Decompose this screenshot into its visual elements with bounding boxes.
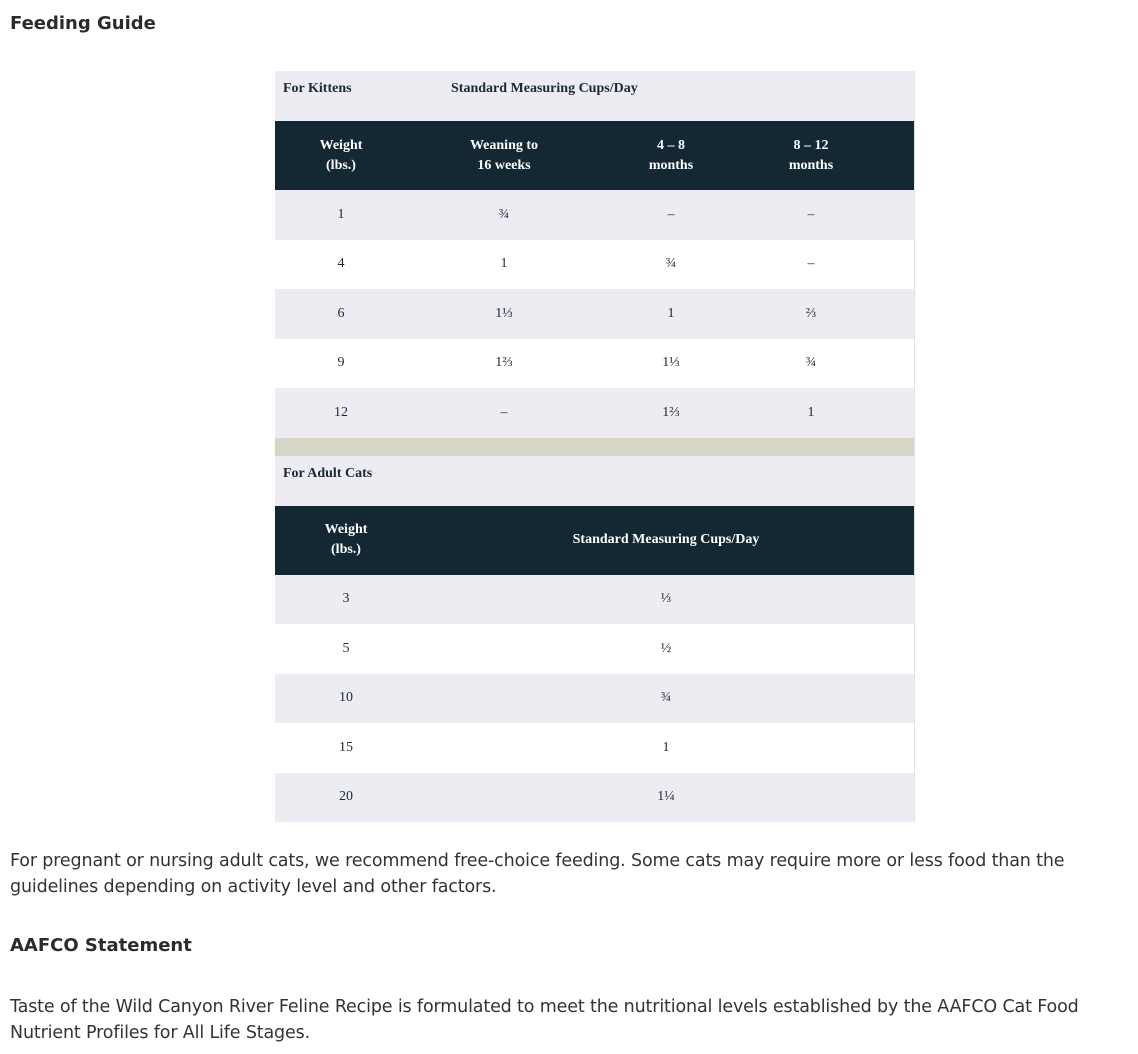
kittens-cell: – xyxy=(500,404,508,420)
kittens-header-row xyxy=(275,121,914,190)
adults-cell: ¾ xyxy=(660,690,672,706)
adults-cell: 3 xyxy=(342,591,350,607)
feeding-note: For pregnant or nursing adult cats, we recommend free-choice feeding. Some cats may require more or less food than the guidelines depending on activity level and other factors. xyxy=(10,851,1065,897)
adults-col-weight: Weight (lbs.) xyxy=(324,522,368,557)
adults-col-cups: Standard Measuring Cups/Day xyxy=(572,532,760,547)
aafco-statement: Taste of the Wild Canyon River Feline Recipe is formulated to meet the nutritional levels established by the AAFCO Cat Food Nutrient Profiles for All Life Stages. xyxy=(10,997,1079,1043)
kittens-cell: ⅔ xyxy=(805,305,817,321)
adults-cell: 1¼ xyxy=(657,789,675,805)
adults-header-row xyxy=(275,506,914,575)
kittens-subtitle: Standard Measuring Cups/Day xyxy=(451,81,638,96)
kittens-title-row xyxy=(275,71,914,121)
kittens-cell: 1 xyxy=(667,305,675,321)
table-row xyxy=(275,240,914,290)
kittens-cell: ¾ xyxy=(665,256,677,272)
adults-title-row xyxy=(275,456,914,506)
kittens-title: For Kittens xyxy=(283,81,352,96)
table-row xyxy=(275,624,914,674)
kittens-cell: 1 xyxy=(337,206,345,222)
adults-cell: 20 xyxy=(339,789,353,805)
adults-cell: 10 xyxy=(339,690,353,706)
adults-cell: 5 xyxy=(342,640,350,656)
adults-cell: ½ xyxy=(660,640,672,656)
kittens-cell: 1 xyxy=(500,256,508,272)
kittens-cell: 4 xyxy=(337,256,345,272)
kittens-cell: ¾ xyxy=(498,206,510,222)
table-row xyxy=(275,723,914,773)
table-row xyxy=(275,773,914,823)
table-row xyxy=(275,575,914,625)
adults-cell: 15 xyxy=(339,739,353,755)
kittens-cell: – xyxy=(667,206,675,222)
feeding-guide-table-image xyxy=(275,71,915,822)
kittens-col-weight: Weight (lbs.) xyxy=(319,137,363,173)
kittens-cell: 1⅓ xyxy=(662,355,680,371)
table-divider xyxy=(275,438,914,456)
table-row xyxy=(275,674,914,724)
adults-cell: ⅓ xyxy=(660,591,672,607)
adults-cell: 1 xyxy=(662,739,670,755)
kittens-col-8-12: 8 – 12 months xyxy=(788,137,834,173)
kittens-cell: 1⅓ xyxy=(495,305,513,321)
table-row xyxy=(275,388,914,438)
adults-title: For Adult Cats xyxy=(283,465,373,481)
kittens-cell: 1⅔ xyxy=(495,355,513,371)
kittens-cell: – xyxy=(807,256,815,272)
kittens-cell: 1⅔ xyxy=(662,404,680,420)
table-row xyxy=(275,289,914,339)
aafco-heading: AAFCO Statement xyxy=(10,935,192,956)
kittens-col-weaning: Weaning to 16 weeks xyxy=(469,137,539,173)
kittens-cell: 1 xyxy=(807,404,815,420)
kittens-cell: – xyxy=(807,206,815,222)
feeding-guide-heading: Feeding Guide xyxy=(10,13,156,34)
kittens-cell: 9 xyxy=(337,355,345,371)
kittens-cell: ¾ xyxy=(805,355,817,371)
table-row xyxy=(275,339,914,389)
kittens-cell: 12 xyxy=(334,404,348,420)
table-row xyxy=(275,190,914,240)
kittens-cell: 6 xyxy=(337,305,345,321)
kittens-col-4-8: 4 – 8 months xyxy=(648,137,694,173)
